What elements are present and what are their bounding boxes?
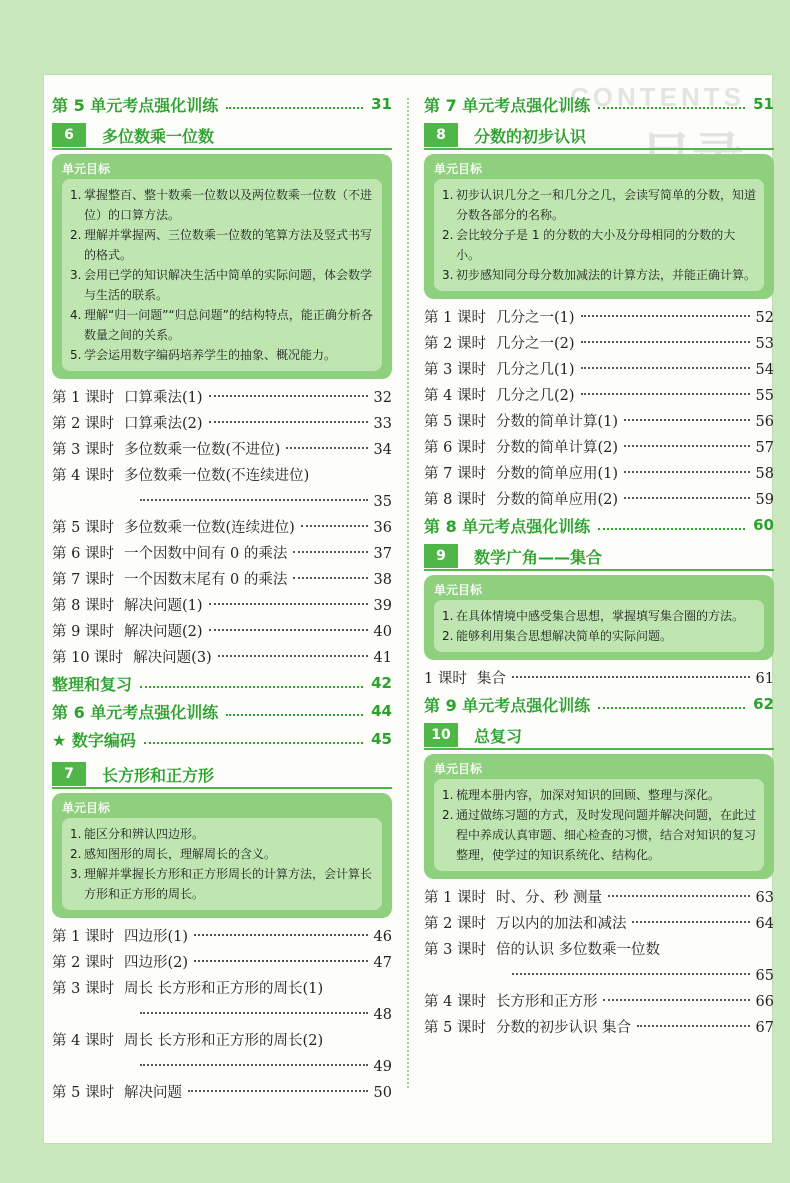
page-number: 63 bbox=[755, 890, 774, 906]
goal-number: 2. bbox=[70, 847, 82, 861]
goal-item bbox=[442, 225, 756, 265]
unit10-header[interactable] bbox=[424, 722, 774, 748]
lesson-title: 解决问题(3) bbox=[133, 650, 212, 666]
unit-title: 数学广角——集合 bbox=[474, 547, 603, 567]
unit8-header[interactable] bbox=[424, 122, 774, 148]
leader-dots bbox=[512, 676, 750, 678]
lesson-number: 第 8 课时 bbox=[52, 598, 114, 614]
page-number: 35 bbox=[373, 494, 392, 510]
unit-number: 7 bbox=[52, 762, 86, 786]
page-number: 44 bbox=[371, 702, 392, 720]
goal-number: 3. bbox=[70, 867, 82, 881]
page-number: 67 bbox=[755, 1020, 774, 1036]
leader-dots bbox=[209, 395, 368, 397]
leader-dots bbox=[624, 445, 750, 447]
lesson-number: 第 1 课时 bbox=[424, 890, 486, 906]
lesson-entry[interactable] bbox=[52, 593, 392, 619]
lesson-title: 解决问题(1) bbox=[123, 598, 203, 614]
lesson-title: 解决问题 bbox=[123, 1085, 182, 1101]
lesson-number: 第 4 课时 bbox=[52, 468, 114, 484]
lesson-number: 第 2 课时 bbox=[52, 955, 114, 971]
page-number: 52 bbox=[755, 310, 774, 326]
lesson-entry[interactable] bbox=[52, 437, 392, 463]
lesson-entry[interactable] bbox=[52, 924, 392, 950]
lesson-number: 第 5 课时 bbox=[52, 520, 114, 536]
unit-number: 8 bbox=[424, 123, 458, 147]
page-number: 59 bbox=[755, 492, 774, 508]
leader-dots bbox=[218, 655, 368, 657]
page-number: 40 bbox=[373, 624, 392, 640]
goal-item bbox=[70, 345, 374, 365]
lesson-entry[interactable] bbox=[424, 937, 774, 963]
lesson-number: 第 5 课时 bbox=[424, 414, 486, 430]
unit-title: 多位数乘一位数 bbox=[102, 126, 215, 146]
lesson-title: 几分之几(2) bbox=[495, 388, 575, 404]
leader-dots bbox=[194, 934, 368, 936]
page-number: 41 bbox=[373, 650, 392, 666]
leader-dots bbox=[140, 499, 368, 501]
unit6-header[interactable] bbox=[52, 122, 392, 148]
lesson-number: 第 2 课时 bbox=[424, 916, 486, 932]
lesson-number: 1 课时 bbox=[424, 671, 467, 687]
goal-item bbox=[70, 265, 374, 305]
leader-dots bbox=[140, 686, 363, 688]
leader-dots bbox=[293, 551, 367, 553]
leader-dots bbox=[209, 629, 368, 631]
leader-dots bbox=[301, 525, 368, 527]
page-number: 48 bbox=[373, 1007, 392, 1023]
lesson-number: 第 3 课时 bbox=[52, 442, 114, 458]
lesson-number: 第 9 课时 bbox=[52, 624, 114, 640]
goal-text: 在具体情境中感受集合思想，掌握填写集合圈的方法。 bbox=[456, 609, 745, 623]
lesson-entry[interactable] bbox=[52, 411, 392, 437]
leader-dots bbox=[581, 315, 750, 317]
leader-dots bbox=[581, 393, 750, 395]
lesson-number: 第 4 课时 bbox=[52, 1033, 114, 1049]
lesson-title: 口算乘法(2) bbox=[123, 416, 203, 432]
unit-title: 长方形和正方形 bbox=[102, 765, 215, 785]
lesson-title: 多位数乘一位数(不连续进位) bbox=[123, 468, 310, 484]
page-number: 65 bbox=[755, 968, 774, 984]
goal-number: 1. bbox=[442, 609, 454, 623]
goal-item bbox=[70, 225, 374, 265]
unit6-goals: 单元目标 1. 掌握整百、整十数乘一位数以及两位数乘一位数（不进位）的口算方法。 2. 理解并掌握两、三位数乘一位数的笔算方法及竖式书写的格式。 3. 会用已学的知识解决生活中简单的实际问题，体会数学与生活的联系。 4. 理解“归一问题”“归总问题”的结构特点，能正确分析各数量之间的关系。 5. 学会运用数字编码培养学生的抽象、概况能力。 bbox=[52, 154, 392, 379]
goal-number: 3. bbox=[70, 268, 82, 282]
section-entry[interactable] bbox=[52, 671, 392, 695]
lesson-number: 第 10 课时 bbox=[52, 650, 124, 666]
leader-dots bbox=[512, 973, 750, 975]
page-number: 56 bbox=[755, 414, 774, 430]
unit9-goals: 单元目标 1. 在具体情境中感受集合思想，掌握填写集合圈的方法。 2. 能够利用集合思想解决简单的实际问题。 bbox=[424, 575, 774, 660]
page-number: 46 bbox=[373, 929, 392, 945]
lesson-entry[interactable] bbox=[424, 989, 774, 1015]
lesson-entry[interactable] bbox=[424, 885, 774, 911]
leader-dots bbox=[603, 999, 749, 1001]
lesson-title: 周长 长方形和正方形的周长(1) bbox=[123, 981, 324, 997]
goal-text: 学会运用数字编码培养学生的抽象、概况能力。 bbox=[84, 348, 337, 362]
goal-item bbox=[70, 824, 374, 844]
goal-number: 5. bbox=[70, 348, 82, 362]
page-number: 33 bbox=[373, 416, 392, 432]
lesson-title: 一个因数中间有 0 的乘法 bbox=[123, 546, 288, 562]
goal-item bbox=[442, 785, 756, 805]
lesson-title: 周长 长方形和正方形的周长(2) bbox=[123, 1033, 324, 1049]
leader-dots bbox=[144, 742, 363, 744]
goal-number: 2. bbox=[442, 629, 454, 643]
lesson-entry[interactable] bbox=[52, 1002, 392, 1028]
lesson-entry[interactable] bbox=[52, 567, 392, 593]
page-number: 39 bbox=[373, 598, 392, 614]
lesson-entry[interactable] bbox=[424, 461, 774, 487]
leader-dots bbox=[581, 341, 750, 343]
lesson-title: 几分之一(2) bbox=[495, 336, 575, 352]
lesson-entry[interactable] bbox=[424, 383, 774, 409]
unit-number: 10 bbox=[424, 723, 458, 747]
page-number: 55 bbox=[755, 388, 774, 404]
lesson-entry[interactable] bbox=[424, 409, 774, 435]
leader-dots bbox=[624, 497, 750, 499]
lesson-entry[interactable] bbox=[424, 1015, 774, 1041]
leader-dots bbox=[209, 603, 368, 605]
unit7-header[interactable] bbox=[52, 761, 392, 787]
lesson-title: 多位数乘一位数(连续进位) bbox=[123, 520, 295, 536]
lesson-title: 分数的初步认识 集合 bbox=[495, 1020, 632, 1036]
goal-text: 梳理本册内容，加深对知识的回顾、整理与深化。 bbox=[456, 788, 721, 802]
unit8-goals: 单元目标 1. 初步认识几分之一和几分之几，会读写简单的分数，知道分数各部分的名称。 2. 会比较分子是 1 的分数的大小及分母相同的分数的大小。 3. 初步感知同分母分数加减法的计算方法，并能正确计算。 bbox=[424, 154, 774, 299]
section-label: ★ 数字编码 bbox=[52, 730, 136, 750]
lesson-title: 万以内的加法和减法 bbox=[495, 916, 627, 932]
goal-number: 2. bbox=[442, 228, 454, 242]
goal-text: 初步感知同分母分数加减法的计算方法，并能正确计算。 bbox=[456, 268, 757, 282]
leader-dots bbox=[293, 577, 367, 579]
lesson-number: 第 3 课时 bbox=[52, 981, 114, 997]
lesson-number: 第 7 课时 bbox=[424, 466, 486, 482]
unit9-header[interactable] bbox=[424, 543, 774, 569]
leader-dots bbox=[632, 921, 749, 923]
page-number: 42 bbox=[371, 674, 392, 692]
leader-dots bbox=[209, 421, 368, 423]
goal-text: 会比较分子是 1 的分数的大小及分母相同的分数的大小。 bbox=[456, 228, 736, 262]
page-number: 38 bbox=[373, 572, 392, 588]
section-label: 第 6 单元考点强化训练 bbox=[52, 702, 219, 722]
lesson-number: 第 6 课时 bbox=[52, 546, 114, 562]
page-number: 47 bbox=[373, 955, 392, 971]
unit8-lessons bbox=[424, 305, 774, 513]
lesson-entry[interactable] bbox=[52, 619, 392, 645]
lesson-number: 第 3 课时 bbox=[424, 362, 486, 378]
lesson-number: 第 8 课时 bbox=[424, 492, 486, 508]
page-number: 66 bbox=[755, 994, 774, 1010]
goal-item bbox=[442, 265, 756, 285]
lesson-entry[interactable] bbox=[424, 331, 774, 357]
goal-text: 通过做练习题的方式，及时发现问题并解决问题，在此过程中养成认真审题、细心检查的习惯，结合对知识的复习整理，使学过的知识系统化、结构化。 bbox=[456, 808, 757, 862]
unit-number: 6 bbox=[52, 123, 86, 147]
goal-item bbox=[70, 185, 374, 225]
lesson-title: 分数的简单应用(1) bbox=[495, 466, 618, 482]
review-unit9[interactable]: 第 9 单元考点强化训练 62 bbox=[424, 695, 774, 715]
page-number: 54 bbox=[755, 362, 774, 378]
lesson-number: 第 1 课时 bbox=[52, 390, 114, 406]
lesson-number: 第 7 课时 bbox=[52, 572, 114, 588]
goal-item bbox=[70, 844, 374, 864]
leader-dots bbox=[286, 447, 367, 449]
review-unit8[interactable]: 第 8 单元考点强化训练 60 bbox=[424, 516, 774, 536]
unit10-lessons bbox=[424, 885, 774, 1041]
goal-text: 能够利用集合思想解决简单的实际问题。 bbox=[456, 629, 673, 643]
lesson-entry[interactable] bbox=[424, 666, 774, 692]
page-number: 64 bbox=[755, 916, 774, 932]
page-number: 49 bbox=[373, 1059, 392, 1075]
section-entry[interactable] bbox=[52, 699, 392, 723]
lesson-number: 第 2 课时 bbox=[52, 416, 114, 432]
lesson-entry[interactable] bbox=[52, 385, 392, 411]
lesson-entry[interactable] bbox=[424, 305, 774, 331]
lesson-title: 分数的简单计算(2) bbox=[495, 440, 618, 456]
goal-number: 1. bbox=[70, 827, 82, 841]
unit10-goals: 单元目标 1. 梳理本册内容，加深对知识的回顾、整理与深化。 2. 通过做练习题的方式，及时发现问题并解决问题，在此过程中养成认真审题、细心检查的习惯，结合对知识的复习整理，使学过的知识系统化、结构化。 bbox=[424, 754, 774, 879]
goal-number: 2. bbox=[442, 808, 454, 822]
leader-dots bbox=[637, 1025, 749, 1027]
leader-dots bbox=[188, 1090, 368, 1092]
goal-text: 理解并掌握两、三位数乘一位数的笔算方法及竖式书写的格式。 bbox=[84, 228, 373, 262]
leader-dots bbox=[140, 1064, 368, 1066]
page-number: 36 bbox=[373, 520, 392, 536]
lesson-title: 四边形(1) bbox=[123, 929, 188, 945]
page-number: 32 bbox=[373, 390, 392, 406]
leader-dots bbox=[140, 1012, 368, 1014]
leader-dots bbox=[608, 895, 749, 897]
lesson-title: 四边形(2) bbox=[123, 955, 188, 971]
leader-dots bbox=[226, 714, 363, 716]
lesson-number: 第 4 课时 bbox=[424, 388, 486, 404]
unit7-lessons bbox=[52, 924, 392, 1106]
lesson-title: 解决问题(2) bbox=[123, 624, 203, 640]
leader-dots bbox=[194, 960, 368, 962]
lesson-number: 第 2 课时 bbox=[424, 336, 486, 352]
lesson-number: 第 1 课时 bbox=[52, 929, 114, 945]
lesson-entry[interactable] bbox=[52, 1080, 392, 1106]
page-number: 45 bbox=[371, 730, 392, 748]
lesson-entry[interactable] bbox=[52, 1054, 392, 1080]
unit-title: 总复习 bbox=[474, 726, 523, 746]
goal-number: 3. bbox=[442, 268, 454, 282]
lesson-title: 集合 bbox=[476, 671, 506, 687]
section-entry[interactable] bbox=[52, 727, 392, 751]
goal-item bbox=[442, 185, 756, 225]
goal-text: 会用已学的知识解决生活中简单的实际问题，体会数学与生活的联系。 bbox=[84, 268, 373, 302]
leader-dots bbox=[581, 367, 750, 369]
lesson-entry[interactable] bbox=[52, 515, 392, 541]
leader-dots bbox=[624, 471, 750, 473]
lesson-entry[interactable] bbox=[52, 1028, 392, 1054]
goal-text: 初步认识几分之一和几分之几，会读写简单的分数，知道分数各部分的名称。 bbox=[456, 188, 757, 222]
lesson-entry[interactable] bbox=[52, 645, 392, 671]
lesson-entry[interactable] bbox=[52, 541, 392, 567]
lesson-number: 第 3 课时 bbox=[424, 942, 486, 958]
lesson-title: 时、分、秒 测量 bbox=[495, 890, 603, 906]
lesson-entry[interactable] bbox=[52, 950, 392, 976]
lesson-entry[interactable] bbox=[424, 435, 774, 461]
lesson-number: 第 6 课时 bbox=[424, 440, 486, 456]
unit-title: 分数的初步认识 bbox=[474, 126, 587, 146]
lesson-title: 倍的认识 多位数乘一位数 bbox=[495, 942, 661, 958]
goal-text: 掌握整百、整十数乘一位数以及两位数乘一位数（不进位）的口算方法。 bbox=[84, 188, 373, 222]
page-number: 50 bbox=[373, 1085, 392, 1101]
lesson-entry[interactable] bbox=[52, 463, 392, 489]
column-divider bbox=[407, 98, 409, 1088]
lesson-entry[interactable] bbox=[424, 487, 774, 513]
lesson-number: 第 1 课时 bbox=[424, 310, 486, 326]
lesson-title: 几分之一(1) bbox=[495, 310, 575, 326]
lesson-entry[interactable] bbox=[424, 911, 774, 937]
section-label: 整理和复习 bbox=[52, 674, 133, 694]
lesson-title: 分数的简单应用(2) bbox=[495, 492, 618, 508]
goal-number: 1. bbox=[442, 788, 454, 802]
review-unit7[interactable]: 第 7 单元考点强化训练 51 bbox=[424, 95, 774, 115]
left-extras bbox=[52, 671, 392, 751]
goal-item bbox=[442, 606, 756, 626]
goal-text: 理解“归一问题”“归总问题”的结构特点，能正确分析各数量之间的关系。 bbox=[84, 308, 373, 342]
lesson-title: 口算乘法(1) bbox=[123, 390, 203, 406]
lesson-title: 长方形和正方形 bbox=[495, 994, 598, 1010]
goal-item bbox=[70, 305, 374, 345]
review-unit5[interactable]: 第 5 单元考点强化训练 31 bbox=[52, 95, 392, 115]
goal-number: 4. bbox=[70, 308, 82, 322]
lesson-entry[interactable] bbox=[52, 489, 392, 515]
goal-item bbox=[442, 626, 756, 646]
lesson-number: 第 5 课时 bbox=[52, 1085, 114, 1101]
goal-text: 感知图形的周长，理解周长的含义。 bbox=[84, 847, 277, 861]
page-number: 58 bbox=[755, 466, 774, 482]
lesson-title: 几分之几(1) bbox=[495, 362, 575, 378]
lesson-title: 多位数乘一位数(不进位) bbox=[123, 442, 281, 458]
lesson-entry[interactable] bbox=[424, 357, 774, 383]
lesson-entry[interactable] bbox=[424, 963, 774, 989]
lesson-entry[interactable] bbox=[52, 976, 392, 1002]
lesson-number: 第 4 课时 bbox=[424, 994, 486, 1010]
leader-dots bbox=[624, 419, 750, 421]
lesson-number: 第 5 课时 bbox=[424, 1020, 486, 1036]
goal-text: 理解并掌握长方形和正方形周长的计算方法，会计算长方形和正方形的周长。 bbox=[84, 867, 373, 901]
unit9-lessons bbox=[424, 666, 774, 692]
right-column bbox=[424, 92, 774, 1041]
lesson-title: 分数的简单计算(1) bbox=[495, 414, 618, 430]
goal-number: 1. bbox=[70, 188, 82, 202]
goal-item bbox=[70, 864, 374, 904]
page-number: 37 bbox=[373, 546, 392, 562]
page-number: 57 bbox=[755, 440, 774, 456]
goal-item bbox=[442, 805, 756, 865]
page-number: 61 bbox=[755, 671, 774, 687]
watermark-contents: CONTENTS bbox=[570, 82, 745, 112]
goal-number: 2. bbox=[70, 228, 82, 242]
goal-text: 能区分和辨认四边形。 bbox=[84, 827, 205, 841]
left-column bbox=[52, 92, 392, 1106]
unit6-lessons bbox=[52, 385, 392, 671]
unit-number: 9 bbox=[424, 544, 458, 568]
unit7-goals: 单元目标 1. 能区分和辨认四边形。 2. 感知图形的周长，理解周长的含义。 3. 理解并掌握长方形和正方形周长的计算方法，会计算长方形和正方形的周长。 bbox=[52, 793, 392, 918]
lesson-title: 一个因数末尾有 0 的乘法 bbox=[123, 572, 288, 588]
page-number: 34 bbox=[373, 442, 392, 458]
page-number: 53 bbox=[755, 336, 774, 352]
goal-number: 1. bbox=[442, 188, 454, 202]
